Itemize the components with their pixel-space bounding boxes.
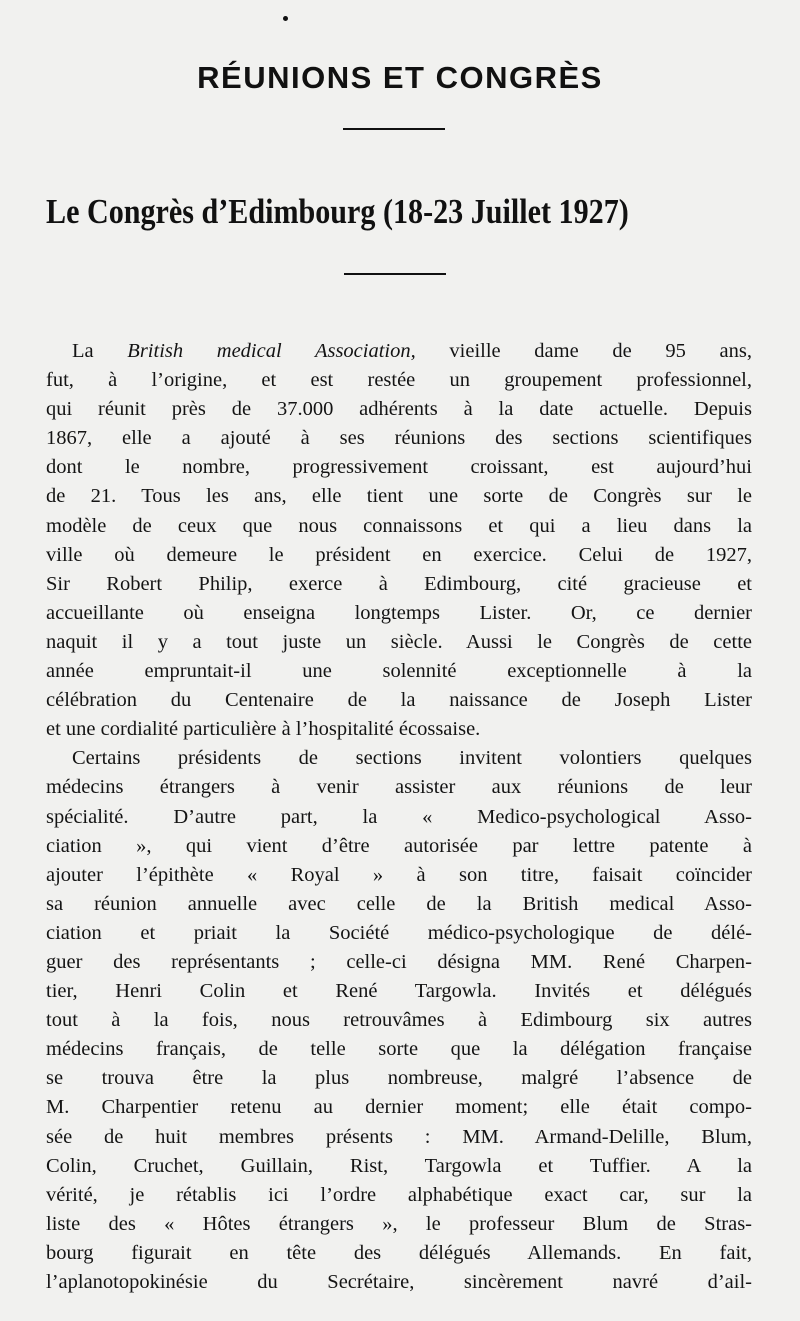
paragraph-line: guer des représentants ; celle-ci désigna MM. René Charpen- bbox=[46, 950, 752, 973]
paragraph-line: 1867, elle a ajouté à ses réunions des sections scientifiques bbox=[46, 427, 752, 450]
paragraph-1 bbox=[46, 337, 752, 744]
paragraph-line: et une cordialité particulière à l’hospitalité écossaise. bbox=[46, 718, 481, 741]
paragraph-line: tier, Henri Colin et René Targowla. Invités et délégués bbox=[46, 980, 752, 1003]
paragraph-line: tout à la fois, nous retrouvâmes à Edimbourg six autres bbox=[46, 1009, 752, 1032]
paragraph-line: sa réunion annuelle avec celle de la British medical Asso- bbox=[46, 892, 752, 915]
paragraph-line: Colin, Cruchet, Guillain, Rist, Targowla et Tuffier. A la bbox=[46, 1154, 752, 1177]
paragraph-1-line-1 bbox=[46, 337, 752, 366]
article-title: Le Congrès d’Edimbourg (18-23 Juillet 1927) bbox=[46, 192, 629, 231]
paragraph-line: ajouter l’épithète « Royal » à son titre, faisait coïncider bbox=[46, 863, 752, 886]
paragraph-line: accueillante où enseigna longtemps Lister. Or, ce dernier bbox=[46, 601, 752, 624]
paragraph-line: modèle de ceux que nous connaissons et qui a lieu dans la bbox=[46, 514, 752, 537]
paragraph-line: spécialité. D’autre part, la « Medico-psychological Asso- bbox=[46, 805, 752, 828]
paragraph-line: Sir Robert Philip, exerce à Edimbourg, cité gracieuse et bbox=[46, 572, 752, 595]
paragraph-line: qui réunit près de 37.000 adhérents à la date actuelle. Depuis bbox=[46, 398, 752, 421]
title-divider-top bbox=[343, 128, 445, 130]
paragraph-line: M. Charpentier retenu au dernier moment; elle était compo- bbox=[46, 1096, 752, 1119]
paragraph-line: vérité, je rétablis ici l’ordre alphabétique exact car, sur la bbox=[46, 1183, 752, 1206]
section-title: RÉUNIONS ET CONGRÈS bbox=[197, 60, 603, 95]
paragraph-2 bbox=[46, 744, 752, 1297]
paragraph-line: ciation et priait la Société médico-psychologique de délé- bbox=[46, 921, 752, 944]
paragraph-line: bourg figurait en tête des délégués Allemands. En fait, bbox=[46, 1241, 752, 1264]
article-body bbox=[46, 337, 752, 1297]
paragraph-line: Certains présidents de sections invitent volontiers quelques bbox=[72, 747, 752, 770]
paragraph-line: année empruntait-il une solennité exceptionnelle à la bbox=[46, 660, 752, 683]
paragraph-line: sée de huit membres présents : MM. Armand-Delille, Blum, bbox=[46, 1125, 752, 1148]
paragraph-line: médecins français, de telle sorte que la délégation française bbox=[46, 1038, 752, 1061]
paragraph-line: fut, à l’origine, et est restée un groupement professionnel, bbox=[46, 369, 752, 392]
paragraph-line: dont le nombre, progressivement croissant, est aujourd’hui bbox=[46, 456, 752, 479]
paragraph-line: se trouva être la plus nombreuse, malgré l’absence de bbox=[46, 1067, 752, 1090]
paragraph-line: de 21. Tous les ans, elle tient une sorte de Congrès sur le bbox=[46, 485, 752, 508]
paragraph-line: ciation », qui vient d’être autorisée par lettre patente à bbox=[46, 834, 752, 857]
paragraph-line: naquit il y a tout juste un siècle. Aussi le Congrès de cette bbox=[46, 630, 752, 653]
paragraph-line: liste des « Hôtes étrangers », le professeur Blum de Stras- bbox=[46, 1212, 752, 1235]
title-divider-bottom bbox=[344, 273, 446, 275]
line-rest: vieille dame de 95 ans, bbox=[415, 340, 752, 362]
paragraph-line: célébration du Centenaire de la naissance de Joseph Lister bbox=[46, 689, 752, 712]
paragraph-line: ville où demeure le président en exercice. Celui de 1927, bbox=[46, 543, 752, 566]
paragraph-line: médecins étrangers à venir assister aux réunions de leur bbox=[46, 776, 752, 799]
italic-association-name: British medical Association, bbox=[127, 340, 416, 362]
line-lead: La bbox=[72, 340, 128, 362]
paragraph-line: l’aplanotopokinésie du Secrétaire, sincèrement navré d’ail- bbox=[46, 1271, 752, 1293]
ink-dot bbox=[283, 16, 288, 21]
